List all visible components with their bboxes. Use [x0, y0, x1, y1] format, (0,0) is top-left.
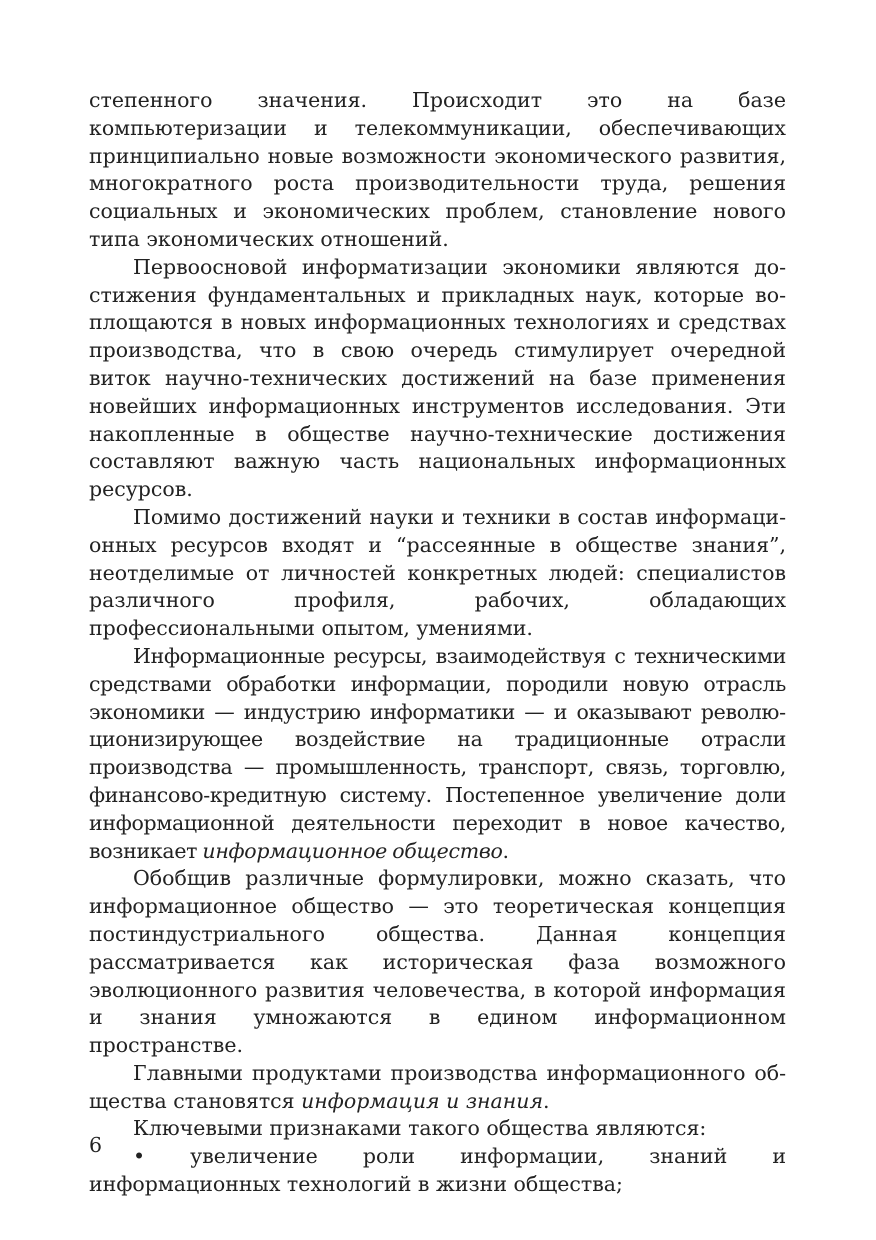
paragraph-6-end: .	[543, 1088, 550, 1113]
paragraph-6	[89, 1060, 786, 1116]
paragraph-4-text: Информационные ресурсы, взаимодействуя с техническими средствами обработки информации, породили новую отрасль экономики — индустрию информатики — и оказывают революционизирующее воздействие на традиционные отрасли производства — промышленность, транспорт, связь, торговлю, финансово-кредитную систему. Постепенное увеличение доли информационной деятельности переходит в новое качество, возникает	[89, 643, 786, 863]
list-item-1: • увеличение роли информации, знаний и информационных технологий в жизни общества;	[89, 1144, 786, 1197]
paragraph-5: Обобщив различные формулировки, можно сказать, что информационное общество — это теоретическая концепция постиндустриального общества. Данная концепция рассматривается как историческая фаза возможного эволюционного развития человечества, в которой информация и знания умножаются в едином информационном пространстве.	[89, 866, 786, 1058]
paragraph-7: Ключевыми признаками такого общества являются:	[133, 1116, 707, 1141]
paragraph-4-end: .	[502, 838, 509, 863]
page-body	[89, 87, 786, 1199]
page-number: 6	[89, 1133, 103, 1157]
paragraph-6-italic-term: информация и знания	[301, 1088, 544, 1113]
paragraph-4	[89, 643, 786, 865]
paragraph-2: Первоосновой информатизации экономики являются достижения фундаментальных и прикладных наук, которые воплощаются в новых информационных технологиях и средствах производства, что в свою очередь стимулирует очередной виток научно-технических достижений на базе применения новейших информационных инструментов исследования. Эти накопленные в обществе научно-технические достижения составляют важную часть национальных информационных ресурсов.	[89, 254, 786, 502]
paragraph-6-text: Главными продуктами производства информационного общества становятся	[89, 1060, 786, 1113]
paragraph-3: Помимо достижений науки и техники в состав информационных ресурсов входят и “рассеянные в обществе знания”, неотделимые от личностей конкретных людей: специалистов различного профиля, рабочих, обладающих профессиональными опытом, умениями.	[89, 504, 786, 641]
paragraph-1: степенного значения. Происходит это на базе компьютеризации и телекоммуникации, обеспечивающих принципиально новые возможности экономического развития, многократного роста производительности труда, решения социальных и экономических проблем, становление нового типа экономических отношений.	[89, 88, 786, 251]
paragraph-4-italic-term: информационное общество	[202, 838, 503, 863]
